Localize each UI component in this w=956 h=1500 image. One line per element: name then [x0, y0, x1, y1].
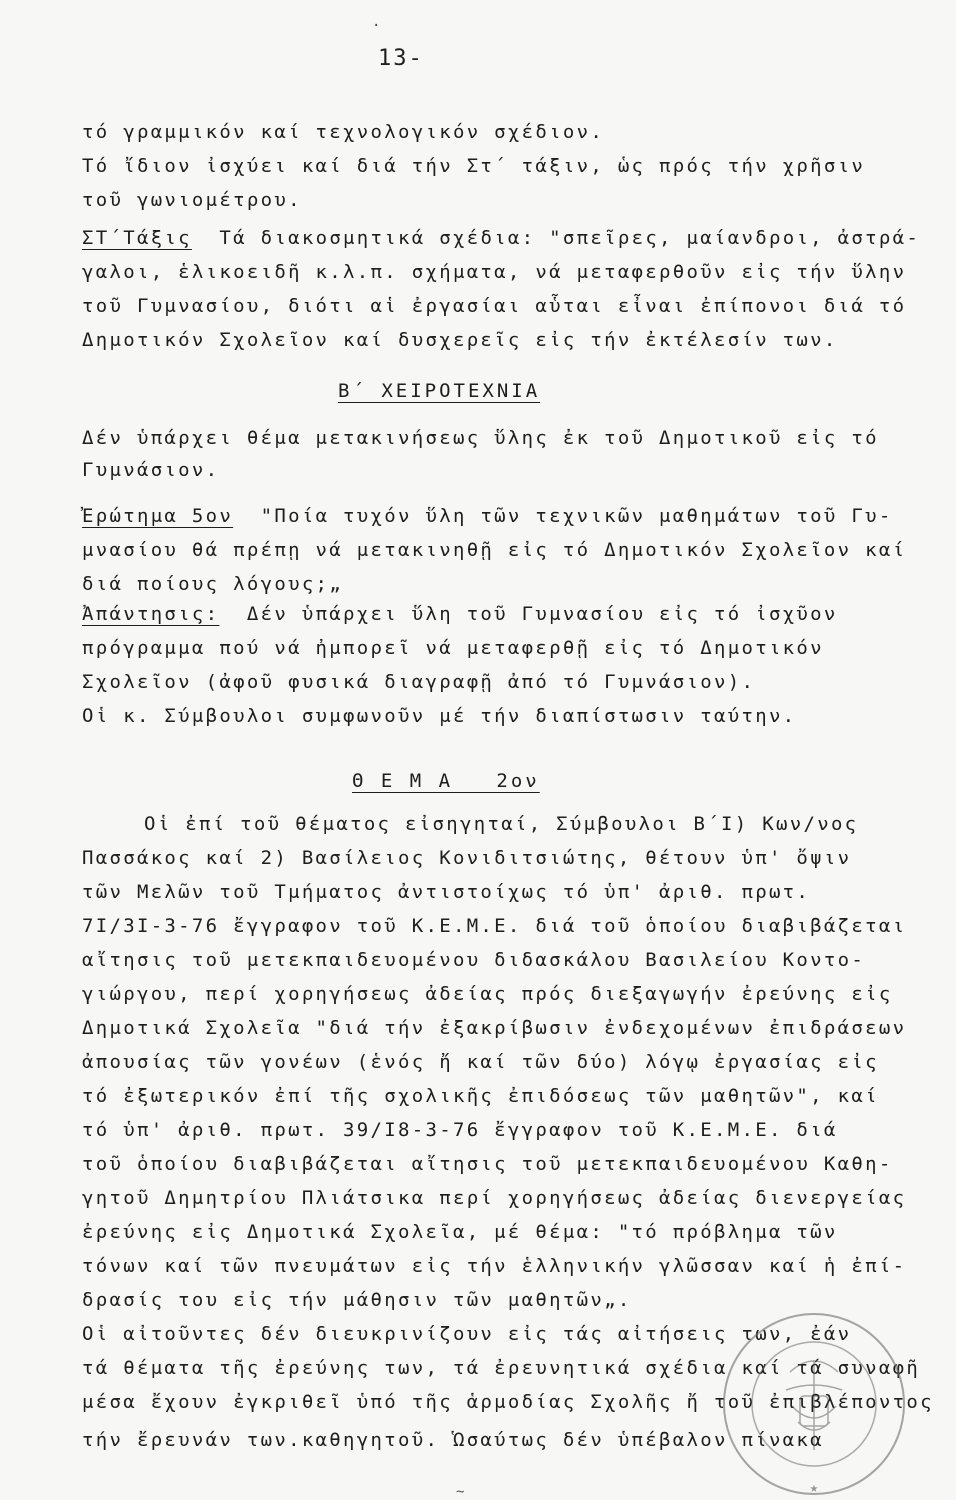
text-line: τό ἐξωτερικόν ἐπί τῆς σχολικῆς ἐπιδόσεως τῶν μαθητῶν", καί [82, 1085, 879, 1107]
heading-cheirotechnia: Β΄ ΧΕΙΡΟΤΕΧΝΙΑ [338, 380, 541, 402]
heading-thema: Θ Ε Μ Α 2ον [352, 770, 540, 792]
text-line: μνασίου θά πρέπῃ νά μετακινηθῇ εἰς τό Δημοτικόν Σχολεῖον καί [82, 539, 907, 561]
text-line [82, 602, 838, 626]
text-line: τό ὑπ' ἀριθ. πρωτ. 39/Ι8-3-76 ἔγγραφον τοῦ Κ.Ε.Μ.Ε. διά [82, 1119, 838, 1141]
question-label: Ἐρώτημα 5ον [82, 505, 234, 527]
text-line: Δημοτικά Σχολεῖα "διά τήν ἐξακρίβωσιν ἐνδεχομένων ἐπιδράσεων [82, 1017, 907, 1039]
text-line: τῶν Μελῶν τοῦ Τμήματος ἀντιστοίχως τό ὑπ' ἀριθ. πρωτ. [82, 881, 811, 903]
text-line: γιώργου, περί χορηγήσεως ἀδείας πρός διεξαγωγήν ἐρεύνης εἰς [82, 983, 893, 1005]
text-line: γαλοι, ἑλικοειδῆ κ.λ.π. σχήματα, νά μεταφερθοῦν εἰς τήν ὕλην [82, 261, 907, 283]
text-line: ἐρεύνης εἰς Δημοτικά Σχολεῖα, μέ θέμα: "τό πρόβλημα τῶν [82, 1221, 838, 1243]
footer-mark: ~ [456, 1484, 465, 1500]
text-line: διά ποίους λόγους;„ [82, 573, 344, 595]
text-line: Πασσάκος καί 2) Βασίλειος Κονιδιτσιώτης, θέτουν ὑπ' ὄψιν [82, 847, 852, 869]
text-line: αἴτησις τοῦ μετεκπαιδευομένου διδασκάλου Βασιλείου Κοντο- [82, 949, 866, 971]
text-line: Γυμνάσιον. [82, 459, 220, 481]
text-line: γητοῦ Δημητρίου Πλιάτσικα περί χορηγήσεως ἀδείας διενεργείας [82, 1187, 907, 1209]
text-line: πρόγραμμα πού νά ἠμπορεῖ νά μεταφερθῇ εἰς τό Δημοτικόν [82, 637, 824, 659]
text-line [82, 504, 893, 528]
text-line: Οἱ ἐπί τοῦ θέματος εἰσηγηταί, Σύμβουλοι Β΄Ι) Κων/νος [144, 813, 859, 835]
text-line-content: Τά διακοσμητικά σχέδια: "σπεῖρες, μαίανδροι, ἀστρά- [219, 227, 921, 249]
text-line: τά θέματα τῆς ἐρεύνης των, τά ἐρευνητικά σχέδια καί τά συναφῆ [82, 1357, 921, 1379]
text-line-content: "Ποία τυχόν ὕλη τῶν τεχνικῶν μαθημάτων τοῦ Γυ- [260, 505, 893, 527]
text-line: Οἱ αἰτοῦντες δέν διευκρινίζουν εἰς τάς αἰτήσεις των, ἐάν [82, 1323, 852, 1345]
text-line: τοῦ ὁποίου διαβιβάζεται αἴτησις τοῦ μετεκπαιδευομένου Καθη- [82, 1153, 893, 1175]
text-line-content: Δέν ὑπάρχει ὕλη τοῦ Γυμνασίου εἰς τό ἰσχῦον [246, 603, 838, 625]
answer-label: Ἀπάντησις: [82, 603, 220, 625]
text-line: ἀπουσίας τῶν γονέων (ἑνός ἤ καί τῶν δύο) λόγῳ ἐργασίας εἰς [82, 1051, 879, 1073]
text-line: τοῦ γωνιομέτρου. [82, 189, 302, 211]
text-line: τόνων καί τῶν πνευμάτων εἰς τήν ἑλληνικήν γλῶσσαν καί ἡ ἐπί- [82, 1255, 907, 1277]
page-mark: · [372, 18, 381, 34]
svg-text:★: ★ [809, 1480, 819, 1496]
text-line: Δημοτικόν Σχολεῖον καί δυσχερεῖς εἰς τήν ἐκτέλεσίν των. [82, 329, 838, 351]
text-line: δρασίς του εἰς τήν μάθησιν τῶν μαθητῶν„. [82, 1289, 632, 1311]
text-line: μέσα ἔχουν ἐγκριθεῖ ὑπό τῆς ἁρμοδίας Σχολῆς ἤ τοῦ ἐπιβλέποντος [82, 1391, 934, 1413]
text-line: Τό ἴδιον ἰσχύει καί διά τήν Στ΄ τάξιν, ὡς πρός τήν χρῆσιν [82, 155, 866, 177]
page-number: 13- [378, 46, 424, 71]
text-line: Δέν ὑπάρχει θέμα μετακινήσεως ὕλης ἐκ τοῦ Δημοτικοῦ εἰς τό [82, 427, 879, 449]
text-line: τό γραμμικόν καί τεχνολογικόν σχέδιον. [82, 121, 605, 143]
text-line: τοῦ Γυμνασίου, διότι αἱ ἐργασίαι αὗται εἶναι ἐπίπονοι διά τό [82, 295, 907, 317]
text-line: τήν ἔρευνάν των.καθηγητοῦ. Ὡσαύτως δέν ὑπέβαλον πίνακα [82, 1429, 824, 1451]
official-seal-stamp [720, 1310, 908, 1498]
text-line [82, 226, 920, 250]
text-line: 7Ι/3Ι-3-76 ἔγγραφον τοῦ Κ.Ε.Μ.Ε. διά τοῦ ὁποίου διαβιβάζεται [82, 915, 907, 937]
text-line: Σχολεῖον (ἀφοῦ φυσικά διαγραφῇ ἀπό τό Γυμνάσιον). [82, 671, 756, 693]
section-label-st-taxis: ΣΤ΄Τάξις [82, 227, 192, 249]
text-line: Οἱ κ. Σύμβουλοι συμφωνοῦν μέ τήν διαπίστωσιν ταύτην. [82, 705, 797, 727]
